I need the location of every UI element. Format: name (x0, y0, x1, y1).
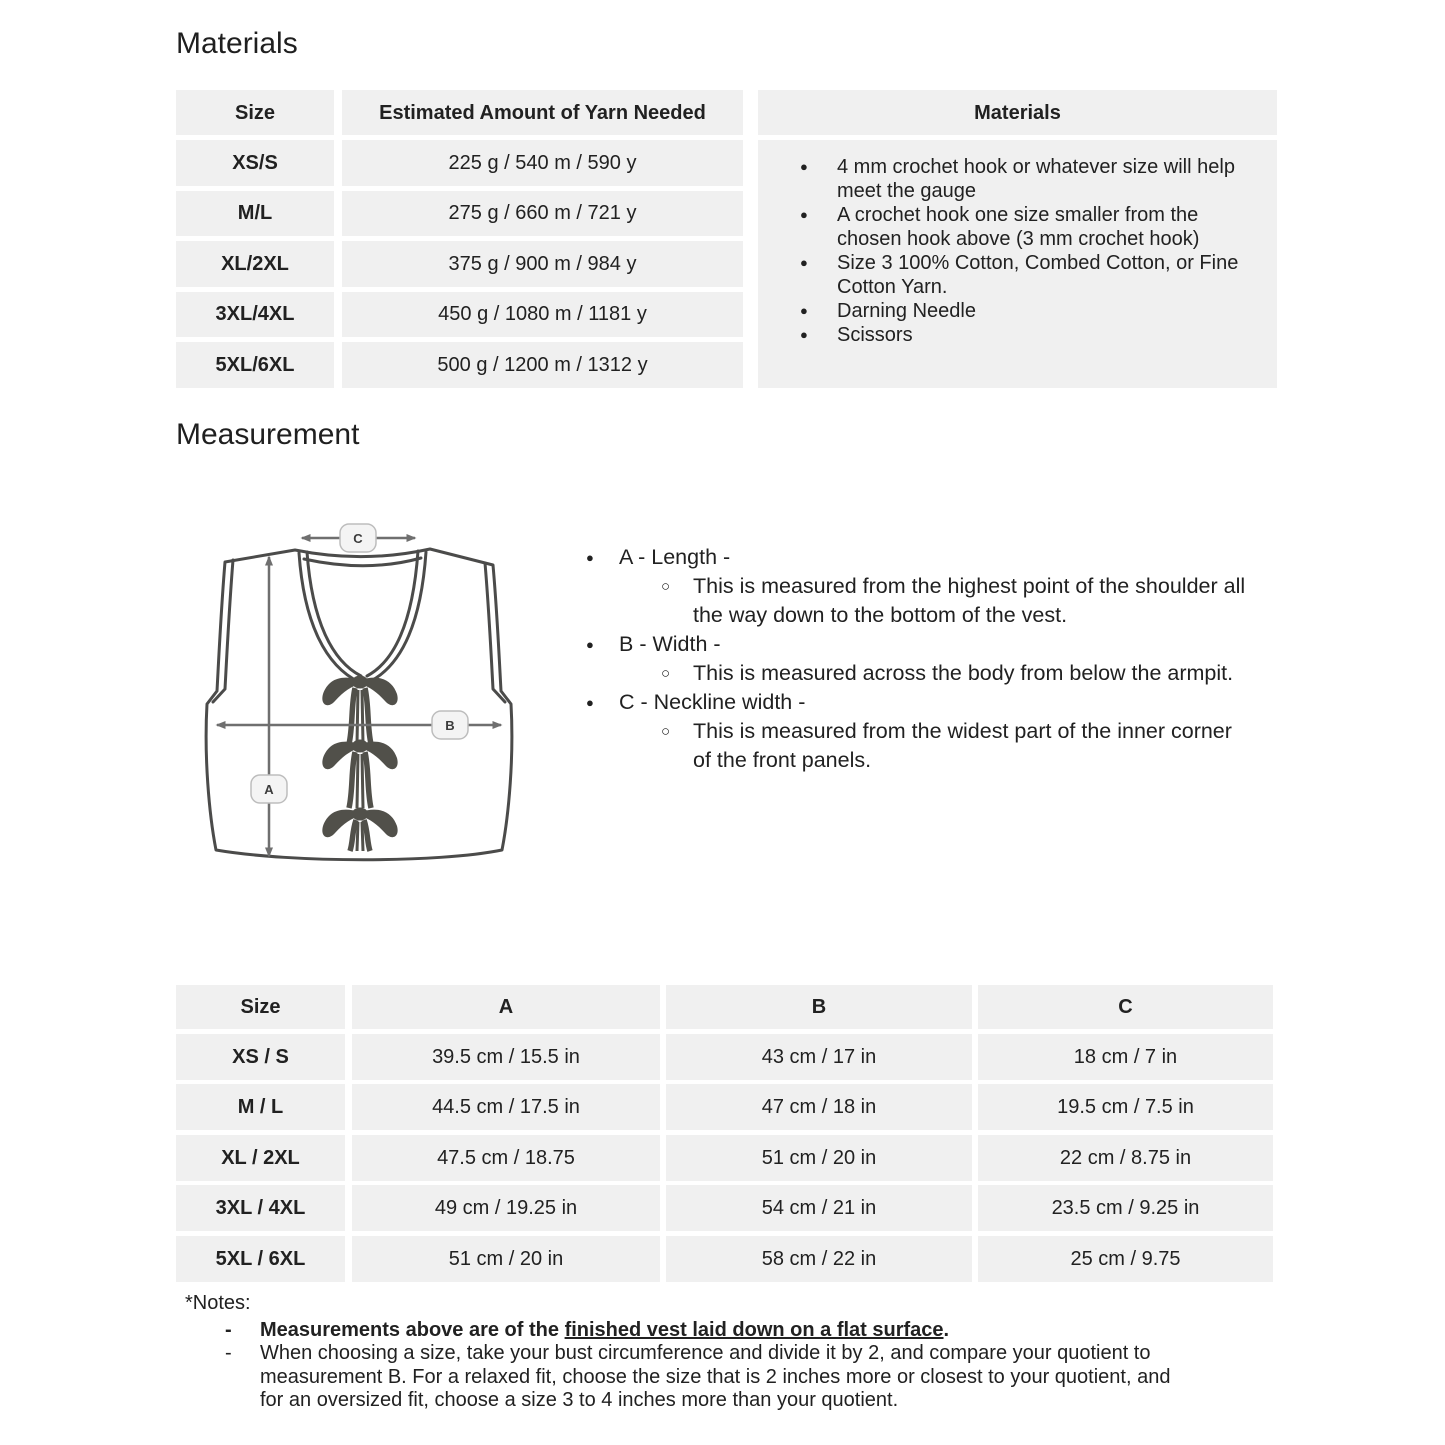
size-cell: 23.5 cm / 9.25 in (978, 1185, 1273, 1231)
legend-desc-c: ○ This is measured from the widest part of the inner corner of the front panels. (661, 717, 1286, 775)
notes-title: *Notes: (185, 1292, 251, 1314)
legend-item-c: ● C - Neckline width - (586, 688, 1286, 717)
list-item: ● 4 mm crochet hook or whatever size will help meet the gauge (800, 156, 1235, 202)
size-cell: 18 cm / 7 in (978, 1034, 1273, 1080)
yarn-materials-table (176, 90, 1277, 388)
notes-section (185, 1292, 1177, 1413)
size-cell: 58 cm / 22 in (666, 1236, 972, 1282)
list-item: ● Scissors (800, 324, 913, 346)
bullet-icon: ● (800, 159, 808, 174)
size-cell: 47.5 cm / 18.75 (352, 1135, 660, 1181)
yarn-row-amount: 375 g / 900 m / 984 y (342, 241, 743, 287)
size-header-c: C (978, 985, 1273, 1029)
yarn-row-size: 5XL/6XL (176, 342, 334, 388)
label-pill-a (251, 775, 287, 803)
label-pill-c (340, 524, 376, 552)
note-item (185, 1342, 1177, 1413)
yarn-row-amount: 275 g / 660 m / 721 y (342, 191, 743, 237)
materials-list-cell (758, 140, 1277, 388)
vest-measurement-diagram (200, 498, 580, 898)
size-header-b: B (666, 985, 972, 1029)
yarn-row-amount: 225 g / 540 m / 590 y (342, 140, 743, 186)
legend-item-a: ● A - Length - (586, 543, 1286, 572)
label-a: A (264, 782, 274, 797)
yarn-header-materials: Materials (758, 90, 1277, 135)
size-cell: XL / 2XL (176, 1135, 345, 1181)
note-text: Measurements above are of the finished vest laid down on a flat surface. (260, 1318, 950, 1341)
size-cell: 25 cm / 9.75 (978, 1236, 1273, 1282)
yarn-header-size: Size (176, 90, 334, 135)
hollow-bullet-icon: ○ (661, 723, 671, 740)
size-header-a: A (352, 985, 660, 1029)
yarn-row-size: XL/2XL (176, 241, 334, 287)
bullet-icon: ● (800, 207, 808, 222)
materials-heading: Materials (176, 27, 298, 60)
bullet-icon: ● (586, 695, 594, 710)
size-cell: 51 cm / 20 in (352, 1236, 660, 1282)
size-measurement-table (176, 985, 1273, 1282)
dash-marker: - (225, 1342, 232, 1364)
legend-desc-b: ○ This is measured across the body from below the armpit. (661, 659, 1286, 688)
yarn-header-amount: Estimated Amount of Yarn Needed (342, 90, 743, 135)
size-cell: 22 cm / 8.75 in (978, 1135, 1273, 1181)
size-cell: XS / S (176, 1034, 345, 1080)
legend-desc-a: ○ This is measured from the highest point of the shoulder all the way down to the bottom of the vest. (661, 572, 1286, 630)
legend-item-b: ● B - Width - (586, 630, 1286, 659)
hollow-bullet-icon: ○ (661, 578, 671, 595)
label-c: C (353, 531, 363, 546)
label-b: B (445, 718, 455, 733)
size-cell: 43 cm / 17 in (666, 1034, 972, 1080)
size-cell: 49 cm / 19.25 in (352, 1185, 660, 1231)
size-cell: 51 cm / 20 in (666, 1135, 972, 1181)
yarn-row-size: M/L (176, 191, 334, 237)
bullet-icon: ● (586, 550, 594, 565)
size-cell: 3XL / 4XL (176, 1185, 345, 1231)
size-cell: 44.5 cm / 17.5 in (352, 1084, 660, 1130)
yarn-row-size: XS/S (176, 140, 334, 186)
measurement-heading: Measurement (176, 418, 360, 451)
size-cell: 5XL / 6XL (176, 1236, 345, 1282)
label-pill-b (432, 711, 468, 739)
hollow-bullet-icon: ○ (661, 665, 671, 682)
measurement-legend (586, 543, 1286, 775)
note-item (185, 1319, 1177, 1343)
bullet-icon: ● (800, 303, 808, 318)
bullet-icon: ● (800, 255, 808, 270)
bullet-icon: ● (800, 327, 808, 342)
dash-marker: - (225, 1318, 232, 1341)
list-item: ● A crochet hook one size smaller from the chosen hook above (3 mm crochet hook) (800, 204, 1200, 250)
yarn-row-size: 3XL/4XL (176, 292, 334, 338)
size-cell: 47 cm / 18 in (666, 1084, 972, 1130)
yarn-row-amount: 450 g / 1080 m / 1181 y (342, 292, 743, 338)
bullet-icon: ● (586, 637, 594, 652)
note-text: When choosing a size, take your bust circumference and divide it by 2, and compare your quotient to measurement B. For a relaxed fit, choose the size that is 2 inches more or closest to your quotient, and for an oversized fit, choose a size 3 to 4 inches more than your quotient. (260, 1342, 1171, 1411)
list-item: ● Darning Needle (800, 300, 976, 322)
size-cell: 39.5 cm / 15.5 in (352, 1034, 660, 1080)
yarn-row-amount: 500 g / 1200 m / 1312 y (342, 342, 743, 388)
size-cell: 54 cm / 21 in (666, 1185, 972, 1231)
size-header-size: Size (176, 985, 345, 1029)
list-item: ● Size 3 100% Cotton, Combed Cotton, or Fine Cotton Yarn. (800, 252, 1239, 298)
size-cell: M / L (176, 1084, 345, 1130)
size-cell: 19.5 cm / 7.5 in (978, 1084, 1273, 1130)
